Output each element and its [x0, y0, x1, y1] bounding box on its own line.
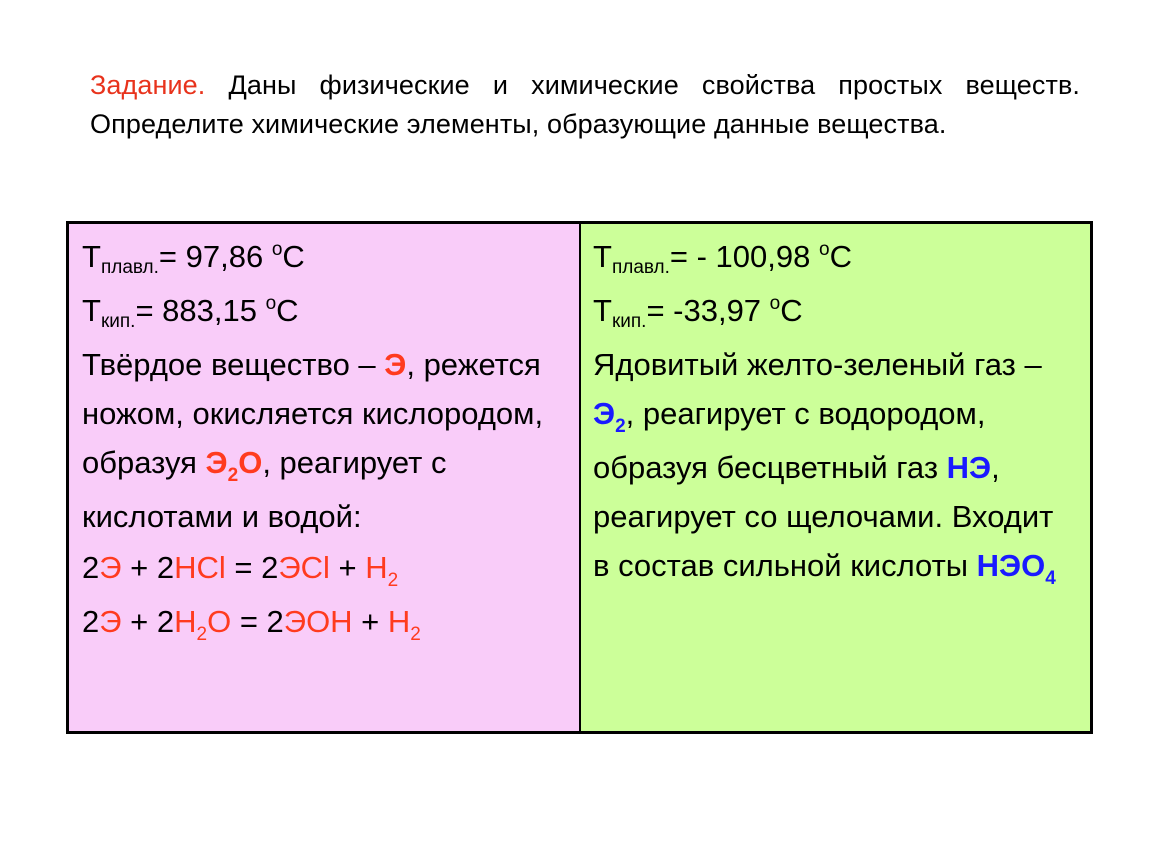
substance-1-cell	[69, 224, 581, 731]
acid-formula: $НЭО_4$	[976, 548, 1056, 589]
properties-table	[66, 221, 1093, 734]
substance-2-cell	[581, 224, 1090, 731]
task-text: Даны физические и химические свойства простых веществ. Определите химические элементы, образующие данные вещества.	[90, 70, 1080, 139]
task-statement	[90, 66, 1080, 144]
boiling-point-1: Tкип.= 883,15 $^о$С	[82, 293, 299, 332]
element-symbol-1: Э	[384, 347, 407, 382]
melting-point-1: Tплавл.= 97,86 $^о$С	[82, 239, 305, 278]
substance-1-description: Твёрдое вещество – Э, режется ножом, окисляется кислородом, образуя $Э_2О$, реагирует с кислотами и водой:	[82, 347, 544, 534]
oxide-formula: $Э_2О$	[205, 445, 263, 486]
substance-2-description: Ядовитый желто-зеленый газ – $Э_2$, реагирует с водородом, образуя бесцветный газ НЭ, реагирует со щелочами. Входит в состав сильной кислоты $НЭО_4$	[593, 347, 1056, 589]
melting-point-2: Tплавл.= - 100,98 $^о$С	[593, 239, 852, 278]
boiling-point-2: Tкип.= -33,97 $^о$С	[593, 293, 803, 332]
gas-formula: $Э_2$	[593, 396, 626, 437]
equation-2: $2Э + 2H_2O = 2ЭOH + H_2$	[82, 604, 421, 645]
hydride-formula: НЭ	[946, 450, 992, 485]
equation-1: $2Э + 2HCl = 2ЭCl + H_2$	[82, 550, 399, 591]
task-lead: Задание.	[90, 70, 206, 100]
